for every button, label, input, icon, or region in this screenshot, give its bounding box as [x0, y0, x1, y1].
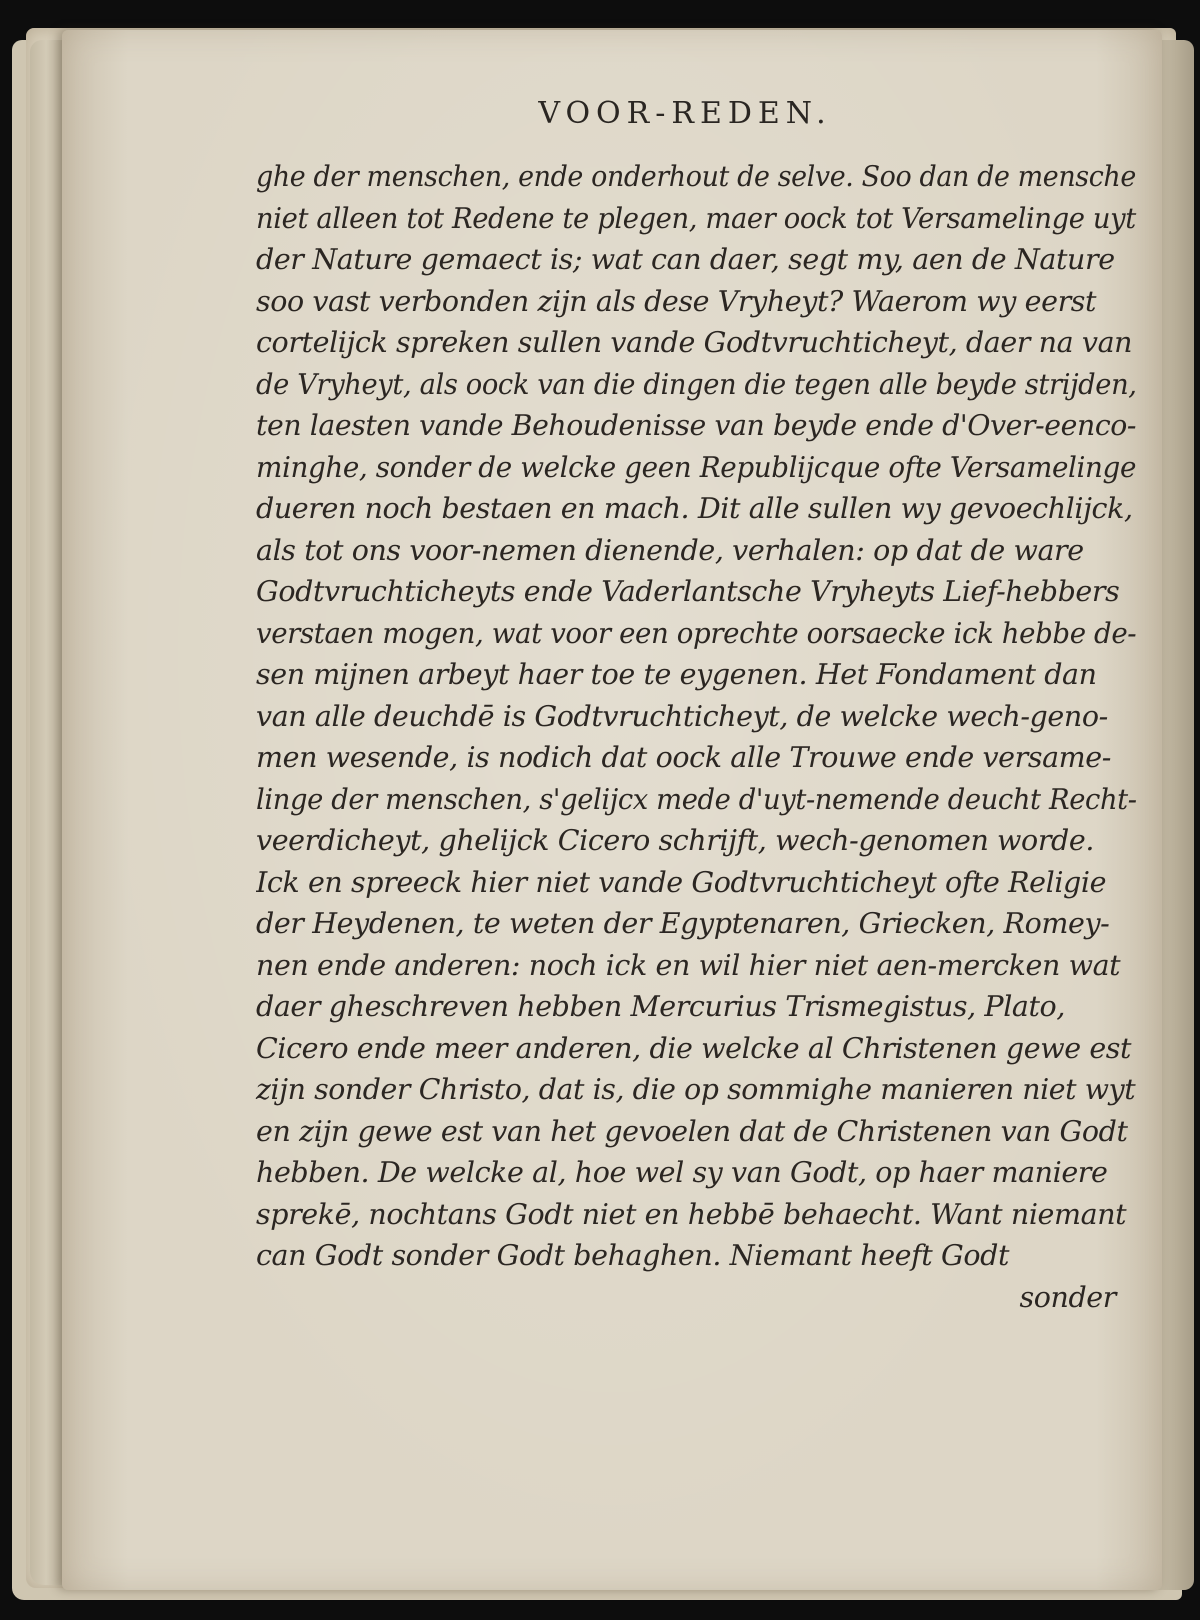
- body-text: [256, 156, 1136, 1318]
- text-line-21: daer gheschreven hebben Mercurius Trismegistus, Plato,: [256, 990, 1065, 1023]
- text-line-11: Godtvruchticheyts ende Vaderlantsche Vryheyts Lief-hebbers: [256, 575, 1120, 608]
- text-line-6: de Vryheyt, als oock van die dingen die tegen alle beyde strijden,: [256, 367, 1137, 401]
- text-line-15: men wesende, is nodich dat oock alle Trouwe ende versame-: [256, 741, 1111, 774]
- text-line-18: Ick en spreeck hier niet vande Godtvruchticheyt ofte Religie: [256, 865, 1107, 899]
- text-line-14: van alle deuchdē is Godtvruchticheyt, de welcke wech-geno-: [256, 699, 1108, 733]
- text-line-4: soo vast verbonden zijn als dese Vryheyt? Waerom wy eerst: [256, 284, 1097, 318]
- text-line-10: als tot ons voor-nemen dienende, verhalen: op dat de ware: [256, 533, 1084, 567]
- text-line-19: der Heydenen, te weten der Egyptenaren, Griecken, Romey-: [256, 907, 1110, 940]
- text-line-20: nen ende anderen: noch ick en wil hier niet aen-mercken wat: [256, 948, 1121, 982]
- running-head: VOOR-REDEN.: [538, 96, 832, 131]
- text-line-1: ghe der menschen, ende onderhout de selve. Soo dan de mensche: [256, 160, 1136, 193]
- text-line-17: veerdicheyt, ghelijck Cicero schrijft, wech-genomen worde.: [256, 824, 1095, 857]
- text-line-27: can Godt sonder Godt behaghen. Niemant heeft Godt: [256, 1239, 1010, 1272]
- text-line-2: niet alleen tot Redene te plegen, maer oock tot Versamelinge uyt: [256, 201, 1136, 235]
- catchword: sonder: [1019, 1280, 1116, 1314]
- text-line-8: minghe, sonder de welcke geen Republijcque ofte Versamelinge: [256, 450, 1137, 484]
- text-line-12: verstaen mogen, wat voor een oprechte oorsaecke ick hebbe de-: [256, 616, 1137, 650]
- text-line-16: linge der menschen, s'gelijcx mede d'uyt-nemende deucht Recht-: [256, 782, 1137, 816]
- text-line-24: en zijn gewe est van het gevoelen dat de Christenen van Godt: [256, 1114, 1128, 1148]
- text-line-9: dueren noch bestaen en mach. Dit alle sullen wy gevoechlijck,: [256, 492, 1133, 525]
- text-line-22: Cicero ende meer anderen, die welcke al Christenen gewe est: [256, 1031, 1132, 1065]
- text-line-26: sprekē, nochtans Godt niet en hebbē behaecht. Want niemant: [256, 1197, 1127, 1231]
- text-line-13: sen mijnen arbeyt haer toe te eygenen. Het Fondament dan: [256, 658, 1097, 691]
- text-line-7: ten laesten vande Behoudenisse van beyde ende d'Over-eenco-: [256, 409, 1137, 442]
- text-line-25: hebben. De welcke al, hoe wel sy van Godt, op haer maniere: [256, 1156, 1108, 1189]
- text-line-3: der Nature gemaect is; wat can daer, segt my, aen de Nature: [256, 243, 1115, 276]
- text-line-5: cortelijck spreken sullen vande Godtvruchticheyt, daer na van: [256, 326, 1133, 359]
- text-line-23: zijn sonder Christo, dat is, die op sommighe manieren niet wyt: [256, 1073, 1136, 1106]
